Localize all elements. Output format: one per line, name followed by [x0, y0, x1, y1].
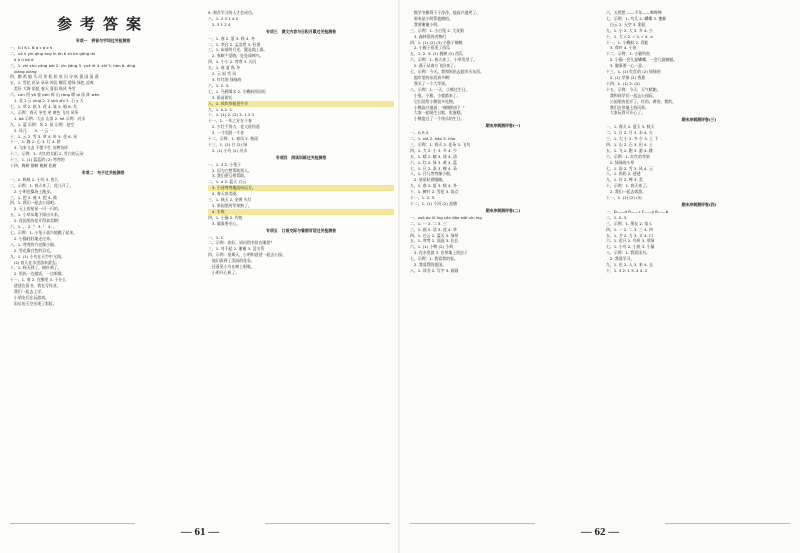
answer-line: 二、1. 一 2. 二 3. 三: [410, 220, 447, 226]
answer-line: 三、示例：1. 朋友 2. 家人: [606, 220, 653, 226]
answer-line: 四、1. 一 2. 二 3. 三 4. 四: [606, 226, 653, 232]
answer-line: 二、1. 李白 2. 孟浩然 3. 杜甫: [208, 41, 261, 47]
answer-line: 四、鹅 鸡 船 马 河 芽 松 粒 泉 闪 寻 纸 蛋 国 雨 燕: [10, 74, 99, 80]
answer-line: 2. 花园里的花开得真美啊！: [10, 218, 62, 224]
answer-line: 2. 星星眨着眼睛。: [410, 177, 447, 183]
answer-line: 雨后的天空出现了彩虹。: [10, 300, 57, 306]
answer-line: 3. 飞来飞去 不慌不忙 各种各样: [10, 145, 68, 151]
answer-line: 9. 刻苦学习的人才会成功。: [208, 10, 256, 15]
answer-line: 五、1. 飞 2. 跑 3. 游 4. 跳: [606, 147, 653, 153]
answer-line: 六、示例：1. 春天来了，小草发芽了。: [410, 57, 478, 63]
section-heading: 专项五 口语交际与看图写话过关检测卷: [265, 227, 337, 233]
answer-line: 三、示例：1. 春天 2. 花朵 3. 飞鸟: [410, 141, 471, 147]
column-body: [208, 10, 394, 276]
answer-line: 小熊度过了一个快乐的生日。: [410, 116, 465, 122]
answer-line: 九、1. (1) 小鸟在天空中飞翔。: [10, 253, 65, 259]
answer-line: 原来是小明帮他擦的。: [410, 15, 453, 21]
answer-line: 2. 天上的星星一闪一闪的。: [10, 206, 62, 212]
answer-line: 2. 云 雨 雪 风: [208, 71, 237, 77]
column-1: [10, 10, 196, 522]
answer-line: 2. 绿绿的小草: [606, 159, 635, 165]
answer-line: 八、示例：1. 我爱读书。: [606, 250, 650, 256]
answer-line: 八、1. 风吹草低见牛羊: [208, 101, 394, 107]
answer-line: 2. (1) 小鸟 (2) 河水: [208, 147, 248, 153]
section-heading: 专项三 课文内容与日积月累过关检测卷: [265, 28, 337, 34]
answer-line: 三、1. 秋天 2. 金黄 火红: [208, 197, 252, 203]
answer-line: 三、1. 把 2. 被 3. 把 4. 被: [10, 194, 57, 200]
answer-line: 五、1. 刀 2. 力 3. 又 4. 口: [606, 232, 653, 238]
answer-line: 4. 丰收: [208, 209, 394, 215]
answer-line: 十一、1. 谁 2. 在哪里 3. 干什么: [10, 277, 67, 283]
answer-line: ǔ ū ǔ bō ò: [10, 56, 34, 62]
section-heading: 专项二 句子过关检测卷: [81, 169, 125, 175]
answer-line: 三、示例：1. 小白兔 2. 大灰狼: [410, 27, 464, 33]
answer-line: 一、1. 春天 2. 夏天 3. 秋天: [606, 124, 655, 130]
answer-line: 我买了一个大苹果。: [410, 80, 449, 86]
answer-line: 十、1. 树叶 2. 雪花 3. 雨点: [410, 189, 459, 195]
answer-line: 六、1. 花开 2. 鸟叫 3. 草绿: [606, 238, 655, 244]
answer-line: 二、uō ù yìn qīng àng ǐn én è zǔ bù gǒng dú: [10, 50, 96, 56]
answer-line: 五、1. 春 夏 秋 冬: [208, 65, 241, 71]
answer-line: xiàng xiáng: [10, 68, 37, 74]
answer-line: 2. 春眠不觉晓，处处闻啼鸟。: [208, 53, 264, 59]
answer-line: 十二、示例：1. 小猫钓鱼: [606, 51, 650, 57]
answer-line: 十一、1. 2. 3.: [410, 195, 436, 201]
answer-line: 2. 小明在操场上跑步。: [10, 188, 54, 194]
answer-line: 十二、1. (1) 小河 (2) 池塘: [410, 201, 457, 206]
answer-line: 3. 果园里的苹果熟了。: [208, 203, 252, 208]
answer-line: 一、1. C: [208, 234, 224, 240]
page-title: 参考答案: [56, 15, 149, 33]
answer-line: 九、1. 出 2. 入 3. 来 4. 去: [606, 262, 653, 268]
answer-line: 2. 在水里游 3. 在草地上找虫子: [410, 250, 468, 256]
answer-line: 2. 我爱学习。: [606, 256, 635, 262]
answer-line: 二、1. 4 2. 蓝天 白云: [208, 179, 247, 185]
answer-line: 公园里的花开了，红的、黄的、紫的。: [606, 98, 677, 104]
answer-line: 一、1. 3 2. 小兔子: [208, 161, 242, 167]
answer-line: 四、1. 大 2. 小 3. 多 4. 少: [410, 147, 457, 153]
answer-line: 还看见小鸟在树上唱歌。: [208, 264, 255, 270]
answer-line: 一、G I K L N q c d z h: [10, 44, 53, 50]
answer-line: 2. 风儿 3. 一 云 一: [10, 127, 54, 133]
answer-line: 三、1. zhì zhù yǎng bǎi 2. yìn jiāng 3. yuè lè 4. zhī 5. hàn 6. dǐng: [10, 62, 136, 68]
answer-line: 九、1. 小 2. 大 3. 多 4. 少: [606, 27, 653, 33]
answer-line: 3. 做事要一心一意。: [606, 63, 646, 69]
answer-line: 五、1. 2. 3. (1) 桃树 (2) 西瓜: [410, 51, 463, 57]
answer-line: 十、1. 3 2. 1 3. 4 4. 2: [606, 267, 648, 273]
answer-line: 4. 春天真美丽。: [208, 191, 241, 197]
answer-line: 1. bō 示例：大山 山顶 2. hé 示例：河水: [10, 115, 86, 121]
answer-line: 七、1. 草 2. 纸 3. 花 4. 笔 5. 船 6. 鸟: [10, 103, 78, 109]
answer-line: 2. 我爱我的祖国。: [410, 262, 447, 268]
answer-line: 2. (1) 苹果 (2) 香蕉: [606, 74, 646, 80]
answer-line: 四、1. 白云 2. 蓝天 3. 绿草: [410, 232, 459, 238]
answer-line: 一、D——d R——r Y——y B——b: [606, 208, 669, 214]
answer-line: 十一、1. 一年之计在于春: [208, 118, 252, 124]
answer-line: 3. 一寸光阴一寸金: [208, 130, 245, 136]
answer-line: 十四、梅树 柳树 桃树 松树: [10, 163, 57, 169]
answer-line: 八、1. 2 3 1 4 5: [208, 15, 239, 21]
answer-line: 1. 北 1 云 xìng 2. 2 shū zhì 3. 石 y 天: [10, 98, 84, 104]
answer-line: 十、示例：1. 春天来了。: [606, 183, 650, 189]
answer-line: 3. 做事要专心。: [208, 220, 241, 226]
answer-line: 十三、1. (1) 红红的 (2) 绿绿的: [606, 69, 661, 75]
answer-line: 十、1. 大 √ 2. √ 3. √ 4. ×: [606, 33, 654, 39]
answer-line: 小明开心极了。: [208, 269, 240, 275]
answer-line: 八、1. 弯弯的月亮像小船。: [10, 241, 58, 247]
answer-line: 七、1. 乌鸦喝水 2. 小蝌蚪找妈妈: [208, 88, 266, 94]
answer-line: 四、1. (1) (2) (3) 小猴子摘桃: [410, 39, 463, 45]
answer-line: 六、1. 2. 3.: [208, 82, 230, 88]
answer-line: 二、1. 日 2. 月 3. 水 4. 火: [606, 130, 653, 136]
answer-line: 2. 小猫一会儿捉蝴蝶，一会儿捉蜻蜓。: [606, 57, 678, 63]
answer-line: 六、五然然 ——千年——哗哗哗: [606, 10, 662, 15]
footer-rule: [10, 523, 135, 524]
answer-line: 六、1. (1) 小鸭 (2) 小鸡: [410, 244, 454, 250]
footer-rule: [410, 523, 535, 524]
answer-line: 它们送给小熊很多礼物。: [410, 98, 457, 104]
answer-line: 十五、示例：今天，天气晴朗。: [606, 86, 661, 92]
answer-line: 2. 燕子从南方飞回来了。: [410, 63, 458, 69]
answer-line: 我们在草地上放风筝。: [606, 104, 649, 110]
section-heading: 专项一 拼音与字词过关检测卷: [75, 38, 131, 43]
answer-line: 2. 小猫轻轻地走过来。: [10, 235, 54, 241]
answer-line: 2. 雪花像白色的羽毛。: [10, 247, 54, 253]
answer-line: 四、1. 我们一起去公园吧。: [10, 200, 58, 206]
answer-line: 九、1. 蓝 示例：风 2. 星 示例：星空: [10, 121, 75, 127]
answer-line: 一、zuō ǎo lü īng cān dǎo wāi uǐn ǐng: [410, 214, 482, 220]
section-heading: 期末冲刺测评卷(三): [681, 117, 717, 123]
section-heading: 期末冲刺测评卷(四): [681, 202, 717, 207]
answer-line: 2. 我们一起去郊游。: [606, 189, 646, 195]
answer-line: 六、示例：1. 红红的苹果: [606, 153, 650, 159]
answer-line: 九、1. 春 2. 夏 3. 秋 4. 冬: [410, 183, 457, 189]
column-2: [208, 10, 394, 522]
answer-line: 二、示例：1. 春天来了，花儿开了。: [10, 182, 74, 188]
answer-line: 超市里的东西真多啊！: [410, 74, 453, 80]
answer-line: 3. 我们要互相帮助。: [208, 173, 248, 179]
answer-line: 2. 妈妈一边做饭，一边唱歌。: [10, 271, 66, 277]
answer-line: 四、1. 小小 2. 弯弯 3. 闪闪: [208, 59, 257, 65]
answer-line: 五、1. 弯弯 2. 高高 3. 长长: [410, 238, 459, 244]
answer-line: 他们看到了美丽的花朵，: [208, 258, 255, 264]
answer-line: 五、1. 小草从地下探出头来。: [10, 212, 62, 218]
column-3: [410, 10, 596, 522]
answer-line: 三、1. 对不起 2. 谢谢 3. 没关系: [208, 246, 265, 252]
answer-line: 二、1. xiǎ 2. hǎo 3. hǔo: [410, 136, 456, 142]
answer-line: 五、1. 雪花 花朵 朵朵 冲沉 棚荒 碧绿 绿色 凉爽: [10, 80, 94, 86]
answer-line: 八、示例：春天 冬雪 笑 黄色 飞鸟 风筝: [10, 109, 79, 115]
answer-line: 我和同学们一起去公园玩。: [606, 92, 657, 98]
answer-line: 3. 拔苗助长: [208, 94, 233, 100]
answer-line: 六、1. 红 2. 绿 3. 黄 4. 蓝: [410, 159, 457, 165]
answer-line: 大家一起唱生日歌，吃蛋糕。: [410, 110, 465, 116]
answer-line: 八、1. 月儿弯弯像小船。: [410, 171, 454, 177]
footer-rule: [665, 523, 790, 524]
answer-line: 一、G R S: [410, 130, 429, 136]
answer-line: 3. 荷叶 4. 小鱼: [606, 45, 637, 51]
answer-line: 一、1. 蚂蚁 2. 小鸟 3. 鱼儿: [10, 176, 59, 182]
column-body: [606, 10, 792, 274]
answer-line: 七、1. 雨 2. 雪 3. 风 4. 云: [606, 165, 653, 171]
section-heading: 期末冲刺测评卷(二): [485, 207, 521, 213]
answer-line: 2. 少壮不努力，老大徒伤悲: [208, 124, 260, 130]
answer-line: 八、1. 妈妈 2. 爸爸: [606, 171, 641, 177]
answer-line: 七、示例：1. 鸟儿 2. 蝴蝶 3. 蜜蜂: [606, 15, 667, 21]
answer-line: 3. 森林里的动物们: [410, 33, 447, 39]
answer-line: 十一、1. 小蝌蚪 2. 青蛙: [606, 39, 649, 45]
answer-line: 四、1. 小猫 2. 钓鱼: [208, 214, 243, 220]
answer-line: 五、1. 晴 2. 睛 3. 请 4. 清: [410, 153, 457, 159]
answer-line: 白云 2. 天空 3. 彩虹: [606, 21, 646, 27]
answer-line: 十、1. 云 2. 雪 3. 草 4. 叶 5. 花 6. 星: [10, 133, 78, 139]
column-body: [410, 10, 596, 274]
answer-line: 三、1. 大 小 2. 多 少 3. 上 下: [606, 136, 659, 142]
answer-line: 二、1. 2. 3.: [606, 214, 628, 220]
page-number-62: — 62 —: [580, 526, 620, 538]
answer-line: 大家玩得可开心了。: [606, 110, 645, 116]
section-heading: 专项四 阅读训练过关检测卷: [275, 154, 327, 160]
answer-line: 小熊高兴地说：“谢谢你们！”: [410, 104, 465, 110]
column-4: [606, 10, 792, 522]
answer-line: 六、1. 。 2. ？ 3. ！ 4. 。: [10, 224, 57, 230]
answer-line: 2. 因为它想帮助别人。: [208, 167, 252, 173]
answer-line: 爸爸在看书，我在写作业。: [10, 283, 61, 289]
answer-line: 小朋友们在玩游戏。: [10, 294, 49, 300]
answer-line: 十二、示例：1. 春风 2. 秋雨: [208, 136, 259, 142]
answer-line: 三、1. 床前明月光，疑是地上霜。: [208, 47, 268, 53]
answer-line: 2. 小猴子看见了西瓜: [410, 45, 450, 51]
answer-line: 七、示例：1. 小兔子高兴地跳了起来。: [10, 230, 78, 235]
answer-line: 七、1. 小鸟 2. 小鱼 3. 小猫: [606, 244, 655, 250]
answer-line: 十、1. (1) 2. (2) 3. 1 2 3: [208, 112, 255, 118]
answer-line: 十、1. 秋天到了，树叶黄了。: [10, 265, 62, 271]
answer-line: 九、1. A 2. C: [208, 106, 233, 112]
answer-line: 九、1. 好 2. 棒 3. 美: [606, 177, 643, 183]
answer-line: 十三、1. (1) 白 (2) 绿: [208, 141, 248, 147]
answer-line: 十一、1. 路 2. 心 3. 灯 4. 桥: [10, 139, 61, 145]
answer-line: 2. 3 1 2 4: [208, 21, 231, 27]
answer-line: 美好 大海 彩虹 春天 夏雨 秋风 冬雪: [10, 86, 76, 92]
answer-line: 七、示例：今天，我和妈妈去超市买东西。: [410, 69, 484, 75]
column-body: [10, 38, 196, 307]
answer-line: 我们一起去上学。: [10, 289, 46, 295]
footer-rule: [265, 523, 390, 524]
page-number-61: — 61 —: [180, 526, 220, 538]
answer-line: (2) 鱼儿在水里游来游去。: [10, 259, 60, 265]
answer-page-62: [400, 0, 800, 553]
answer-line: 七、1. 只 2. 条 3. 棵 4. 朵: [410, 165, 457, 171]
answer-line: 八、1. 读书 2. 写字 3. 画画: [410, 267, 459, 273]
answer-line: 六、cún 回 yǎ 壶 pēn 阵 山 rǎng 喷 qǐ 苗 阵 wèn: [10, 92, 100, 98]
answer-line: 七、示例：1. 我爱我的家。: [410, 256, 458, 262]
answer-line: 十二、示例：1. 火红的太阳 2. 雪白的云朵: [10, 151, 84, 157]
answer-line: 四、1. 山 2. 石 3. 田 4. 土: [606, 141, 653, 147]
answer-line: 十一、1. (1) (2) (3): [606, 195, 642, 201]
answer-line: 3. 小河弯弯地流向远方。: [208, 185, 394, 191]
answer-line: 十三、1. (1) 蓝蓝的 (2) 弯弯的: [10, 157, 65, 163]
answer-line: 三、1. 画 2. 话 3. 花 4. 华: [410, 226, 457, 232]
answer-line: 二、示例：你好，请问图书馆在哪里？: [208, 240, 275, 246]
answer-line: 3. 红红的 绿绿的: [208, 76, 242, 82]
answer-line: 一、1. 春 2. 夏 3. 秋 4. 冬: [208, 35, 255, 41]
section-heading: 期末冲刺测评卷(一): [485, 123, 521, 129]
answer-line: 四、示例：星期天，小明和爸爸一起去公园。: [208, 252, 286, 258]
answer-line: 我要谢谢小明。: [410, 21, 442, 27]
answer-line: 八、示例：1. 一天，小熊过生日。: [410, 86, 470, 92]
answer-line: 数学书擦得干干净净，他高兴地笑了。: [410, 10, 481, 15]
answer-line: 小兔、小猴、小鹿都来了。: [410, 92, 461, 98]
answer-line: 十四、1. (1) 2. (2): [606, 80, 640, 86]
